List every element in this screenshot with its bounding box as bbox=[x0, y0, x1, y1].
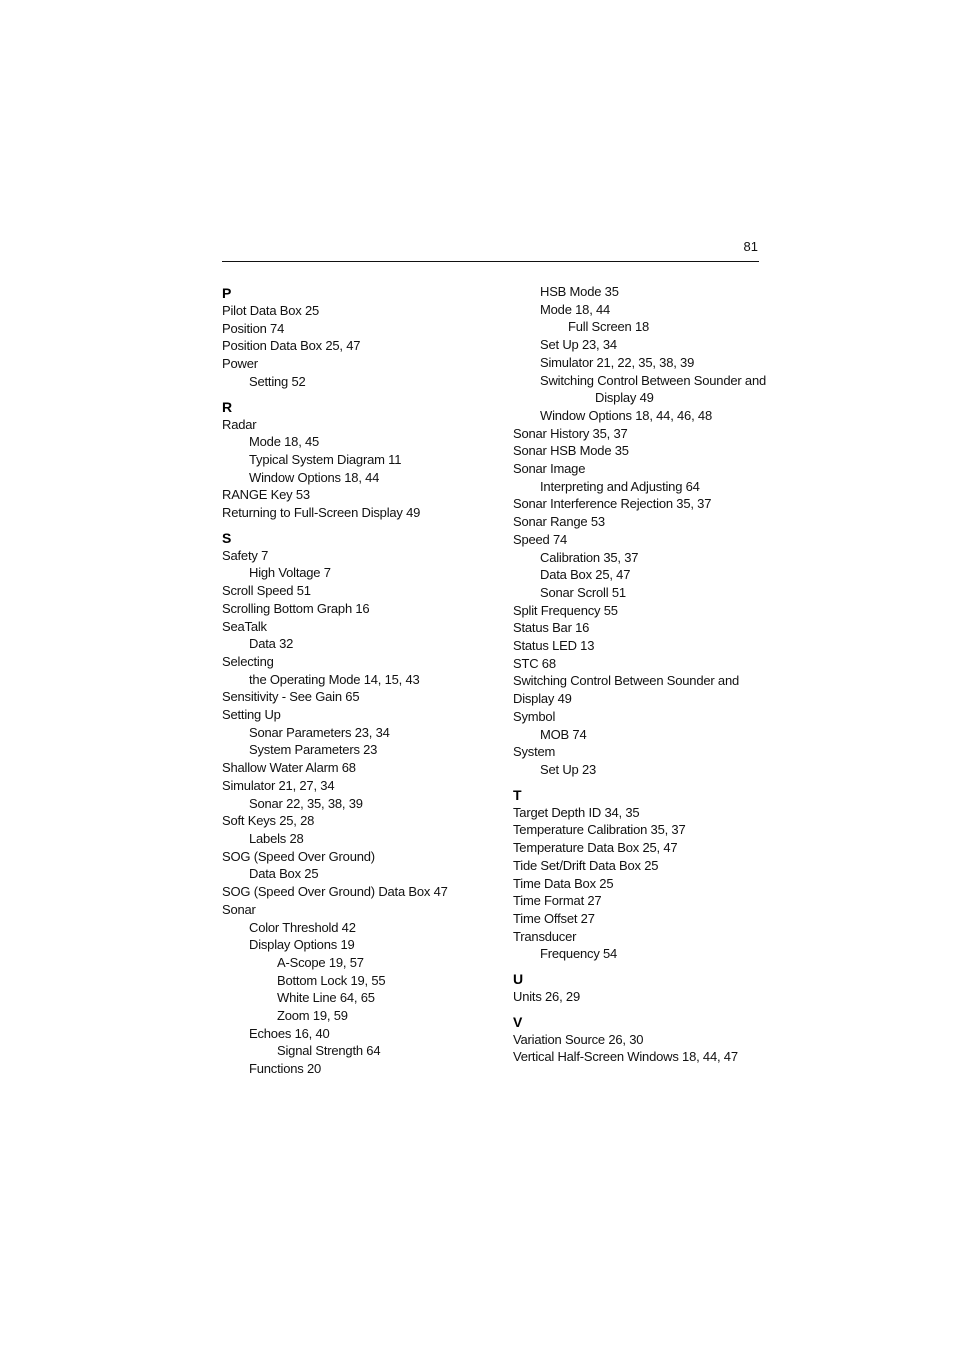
index-subentry: Simulator 21, 22, 35, 38, 39 bbox=[540, 354, 695, 370]
index-entry: Status Bar 16 bbox=[513, 620, 590, 636]
index-subentry: Data 32 bbox=[249, 636, 294, 652]
index-entry: Status LED 13 bbox=[513, 638, 595, 654]
index-entry: Setting Up bbox=[222, 707, 281, 723]
index-entry: Split Frequency 55 bbox=[513, 602, 618, 618]
index-subentry: Signal Strength 64 bbox=[277, 1043, 381, 1059]
index-entry: Power bbox=[222, 356, 258, 372]
index-subentry: Display Options 19 bbox=[249, 937, 355, 953]
index-column-right bbox=[513, 283, 767, 1066]
index-subentry: Set Up 23, 34 bbox=[540, 337, 617, 353]
index-entry: SeaTalk bbox=[222, 618, 267, 634]
index-entry: Selecting bbox=[222, 653, 274, 669]
index-entry: Sonar HSB Mode 35 bbox=[513, 443, 629, 459]
index-subentry: White Line 64, 65 bbox=[277, 990, 375, 1006]
index-entry: Radar bbox=[222, 416, 257, 432]
index-entry: Temperature Calibration 35, 37 bbox=[513, 822, 686, 838]
index-letter-heading: V bbox=[513, 1013, 523, 1030]
index-letter-heading: T bbox=[513, 786, 522, 803]
index-entry: Time Format 27 bbox=[513, 893, 602, 909]
index-subentry: Set Up 23 bbox=[540, 761, 597, 777]
index-subentry: Sonar Parameters 23, 34 bbox=[249, 724, 390, 740]
index-entry: Scrolling Bottom Graph 16 bbox=[222, 600, 370, 616]
index-entry: Scroll Speed 51 bbox=[222, 583, 311, 599]
page-number: 81 bbox=[743, 239, 758, 254]
index-subentry: Setting 52 bbox=[249, 373, 306, 389]
index-entry: Sonar Range 53 bbox=[513, 514, 605, 530]
index-entry: Switching Control Between Sounder and bbox=[513, 673, 740, 689]
index-subentry: MOB 74 bbox=[540, 726, 587, 742]
index-subentry: Window Options 18, 44, 46, 48 bbox=[540, 407, 712, 423]
index-column-left bbox=[222, 283, 492, 1078]
index-subentry: Display 49 bbox=[595, 390, 654, 406]
index-subentry: Functions 20 bbox=[249, 1061, 322, 1077]
index-entry: System bbox=[513, 744, 556, 760]
index-letter-heading: R bbox=[222, 398, 233, 415]
index-entry: RANGE Key 53 bbox=[222, 487, 310, 503]
index-entry: Sonar History 35, 37 bbox=[513, 425, 628, 441]
index-subentry: Switching Control Between Sounder and bbox=[540, 372, 767, 388]
index-subentry: Data Box 25 bbox=[249, 866, 319, 882]
index-entry: Speed 74 bbox=[513, 531, 568, 547]
index-entry: Time Data Box 25 bbox=[513, 875, 614, 891]
index-entry: Sonar bbox=[222, 901, 256, 917]
index-subentry: Echoes 16, 40 bbox=[249, 1025, 330, 1041]
index-letter-heading: S bbox=[222, 529, 232, 546]
index-subentry: Frequency 54 bbox=[540, 946, 618, 962]
index-entry: STC 68 bbox=[513, 655, 556, 671]
index-entry: Target Depth ID 34, 35 bbox=[513, 804, 640, 820]
index-subentry: Sonar Scroll 51 bbox=[540, 584, 626, 600]
index-letter-heading: P bbox=[222, 285, 232, 301]
index-entry: Position Data Box 25, 47 bbox=[222, 338, 361, 354]
index-subentry: Data Box 25, 47 bbox=[540, 567, 631, 583]
index-entry: Sensitivity - See Gain 65 bbox=[222, 689, 360, 705]
index-entry: Units 26, 29 bbox=[513, 989, 580, 1005]
index-subentry: Labels 28 bbox=[249, 830, 304, 846]
index-subentry: Typical System Diagram 11 bbox=[249, 451, 402, 467]
index-entry: SOG (Speed Over Ground) bbox=[222, 848, 375, 864]
index-subentry: Full Screen 18 bbox=[568, 319, 650, 335]
index-entry: Symbol bbox=[513, 708, 556, 724]
index-subentry: Zoom 19, 59 bbox=[277, 1008, 348, 1024]
index-entry: Time Offset 27 bbox=[513, 910, 595, 926]
header-rule bbox=[222, 261, 759, 262]
index-subentry: Sonar 22, 35, 38, 39 bbox=[249, 795, 363, 811]
index-subentry: the Operating Mode 14, 15, 43 bbox=[249, 671, 420, 687]
index-entry: Sonar Interference Rejection 35, 37 bbox=[513, 496, 712, 512]
index-entry: Display 49 bbox=[513, 691, 572, 707]
index-entry: Safety 7 bbox=[222, 547, 269, 563]
index-subentry: Color Threshold 42 bbox=[249, 919, 356, 935]
index-entry: Shallow Water Alarm 68 bbox=[222, 760, 356, 776]
index-letter-heading: U bbox=[513, 971, 524, 988]
index-subentry: Window Options 18, 44 bbox=[249, 469, 380, 485]
index-entry: Simulator 21, 27, 34 bbox=[222, 777, 335, 793]
index-entry: Returning to Full-Screen Display 49 bbox=[222, 505, 421, 521]
index-subentry: HSB Mode 35 bbox=[540, 284, 619, 299]
index-subentry: Mode 18, 44 bbox=[540, 301, 611, 317]
index-entry: Temperature Data Box 25, 47 bbox=[513, 840, 678, 856]
index-subentry: Mode 18, 45 bbox=[249, 434, 320, 450]
index-entry: SOG (Speed Over Ground) Data Box 47 bbox=[222, 884, 448, 900]
index-subentry: High Voltage 7 bbox=[249, 565, 331, 581]
index-entry: Sonar Image bbox=[513, 461, 586, 477]
index-subentry: Calibration 35, 37 bbox=[540, 549, 639, 565]
index-entry: Transducer bbox=[513, 928, 577, 944]
index-subentry: A-Scope 19, 57 bbox=[277, 954, 364, 970]
index-subentry: System Parameters 23 bbox=[249, 742, 378, 758]
index-entry: Position 74 bbox=[222, 320, 285, 336]
index-subentry: Bottom Lock 19, 55 bbox=[277, 972, 386, 988]
index-entry: Pilot Data Box 25 bbox=[222, 303, 320, 318]
index-entry: Vertical Half-Screen Windows 18, 44, 47 bbox=[513, 1049, 738, 1065]
index-subentry: Interpreting and Adjusting 64 bbox=[540, 478, 700, 494]
index-entry: Variation Source 26, 30 bbox=[513, 1031, 644, 1047]
index-entry: Tide Set/Drift Data Box 25 bbox=[513, 857, 659, 873]
index-entry: Soft Keys 25, 28 bbox=[222, 813, 315, 829]
